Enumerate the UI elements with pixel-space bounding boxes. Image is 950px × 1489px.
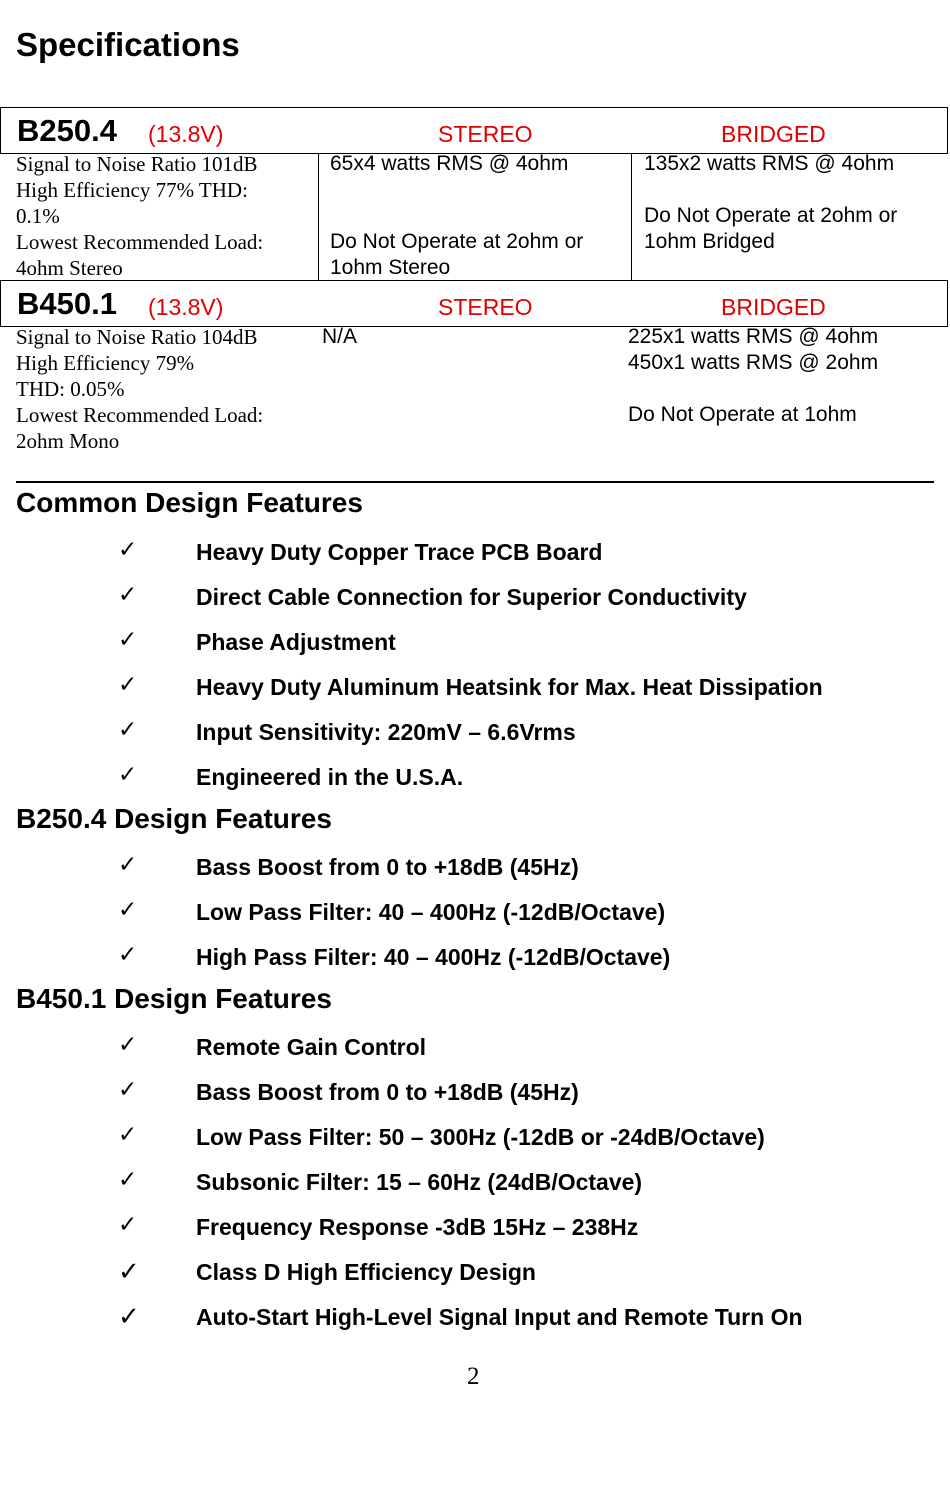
stereo-line: N/A (322, 325, 358, 348)
b450-bridged-values (628, 324, 878, 428)
section-divider (16, 481, 934, 483)
feature-item: Input Sensitivity: 220mV – 6.6Vrms (196, 719, 576, 745)
b450-stereo-values (322, 324, 357, 350)
spec-line: High Efficiency 77% THD: (16, 178, 248, 202)
check-icon: ✓ (118, 672, 138, 698)
b250-features-heading: B250.4 Design Features (16, 803, 332, 834)
b250-divider-2 (631, 154, 632, 280)
spec-line: THD: 0.05% (16, 377, 125, 401)
b250-specs (16, 151, 263, 281)
feature-item: Low Pass Filter: 40 – 400Hz (-12dB/Octave) (196, 899, 666, 925)
bridged-line (644, 177, 897, 203)
feature-item: Frequency Response -3dB 15Hz – 238Hz (196, 1214, 639, 1240)
bridged-line: Do Not Operate at 2ohm or (644, 204, 898, 227)
stereo-line: Do Not Operate at 2ohm or (330, 230, 584, 253)
feature-item: Heavy Duty Copper Trace PCB Board (196, 539, 603, 565)
b450-specs (16, 324, 263, 454)
spec-line: 0.1% (16, 204, 60, 228)
check-icon: ✓ (118, 627, 138, 653)
feature-item: Subsonic Filter: 15 – 60Hz (24dB/Octave) (196, 1169, 643, 1195)
feature-item: Phase Adjustment (196, 629, 396, 655)
bridged-line (628, 376, 878, 402)
bridged-line: Do Not Operate at 1ohm (628, 403, 857, 426)
page-title: Specifications (16, 26, 240, 63)
spec-line: 4ohm Stereo (16, 256, 123, 280)
check-icon: ✓ (118, 1077, 138, 1103)
bridged-line: 450x1 watts RMS @ 2ohm (628, 351, 879, 374)
check-icon: ✓ (118, 897, 138, 923)
check-icon: ✓ (118, 852, 138, 878)
feature-item: Class D High Efficiency Design (196, 1259, 536, 1285)
b250-model: B250.4 (17, 113, 117, 148)
feature-item: Bass Boost from 0 to +18dB (45Hz) (196, 1079, 579, 1105)
b250-voltage: (13.8V) (148, 121, 224, 147)
stereo-line: 65x4 watts RMS @ 4ohm (330, 152, 569, 175)
check-icon: ✓ (118, 762, 138, 788)
feature-item: Engineered in the U.S.A. (196, 764, 464, 790)
stereo-line (330, 203, 583, 229)
feature-item: High Pass Filter: 40 – 400Hz (-12dB/Octave) (196, 944, 671, 970)
check-icon: ✓ (118, 537, 138, 563)
b250-bridged-header: BRIDGED (721, 121, 826, 147)
spec-line: Lowest Recommended Load: (16, 403, 264, 427)
feature-item: Low Pass Filter: 50 – 300Hz (-12dB or -24dB/Octave) (196, 1124, 765, 1150)
spec-line: Lowest Recommended Load: (16, 230, 264, 254)
check-icon: ✓ (118, 1302, 140, 1332)
check-icon: ✓ (118, 582, 138, 608)
spec-line: High Efficiency 79% (16, 351, 195, 375)
b250-stereo-header: STEREO (438, 121, 533, 147)
check-icon: ✓ (118, 1122, 138, 1148)
b250-divider-1 (318, 154, 319, 280)
bridged-line: 225x1 watts RMS @ 4ohm (628, 325, 879, 348)
check-icon: ✓ (118, 1257, 140, 1287)
spec-line: 2ohm Mono (16, 429, 120, 453)
stereo-line (330, 177, 583, 203)
feature-item: Auto-Start High-Level Signal Input and Remote Turn On (196, 1304, 803, 1330)
b250-bridged-values (644, 151, 897, 255)
b450-model: B450.1 (17, 286, 117, 321)
check-icon: ✓ (118, 1167, 138, 1193)
bridged-line: 135x2 watts RMS @ 4ohm (644, 152, 895, 175)
check-icon: ✓ (118, 942, 138, 968)
spec-line: Signal to Noise Ratio 104dB (16, 325, 258, 349)
common-features-heading: Common Design Features (16, 487, 363, 518)
check-icon: ✓ (118, 1032, 138, 1058)
b450-bridged-header: BRIDGED (721, 294, 826, 320)
feature-item: Remote Gain Control (196, 1034, 427, 1060)
feature-item: Heavy Duty Aluminum Heatsink for Max. Heat Dissipation (196, 674, 823, 700)
feature-item: Bass Boost from 0 to +18dB (45Hz) (196, 854, 579, 880)
page-number: 2 (467, 1363, 480, 1390)
feature-item: Direct Cable Connection for Superior Conductivity (196, 584, 747, 610)
check-icon: ✓ (118, 1212, 138, 1238)
b450-stereo-header: STEREO (438, 294, 533, 320)
b450-features-heading: B450.1 Design Features (16, 983, 332, 1014)
b450-voltage: (13.8V) (148, 294, 224, 320)
check-icon: ✓ (118, 717, 138, 743)
stereo-line: 1ohm Stereo (330, 256, 451, 279)
b250-stereo-values (330, 151, 583, 281)
bridged-line: 1ohm Bridged (644, 230, 775, 253)
spec-line: Signal to Noise Ratio 101dB (16, 152, 258, 176)
